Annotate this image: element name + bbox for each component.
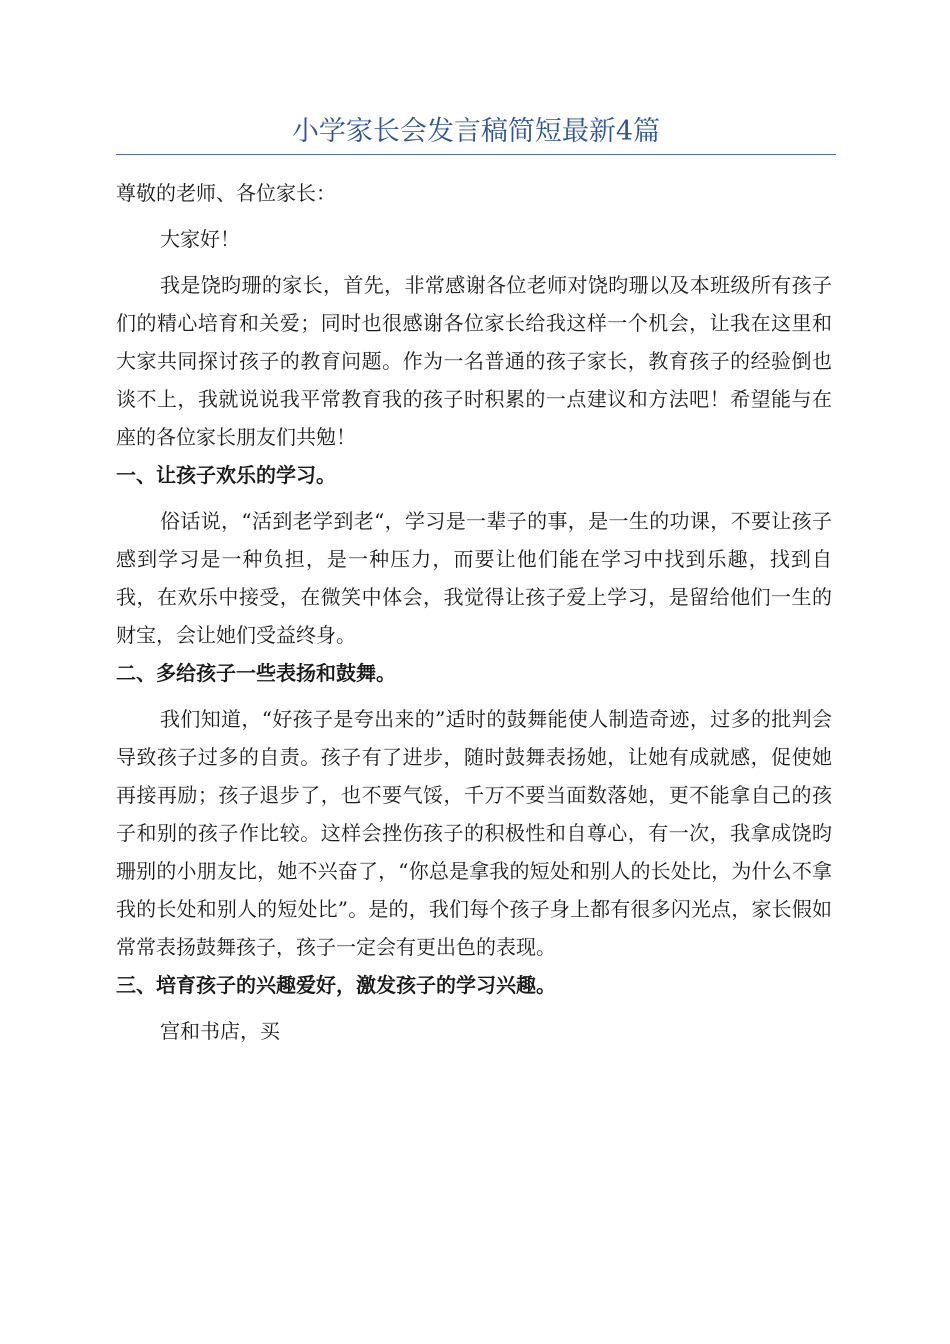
intro-paragraph: 我是饶昀珊的家长，首先，非常感谢各位老师对饶昀珊以及本班级所有孩子们的精心培育和关爱；同时也很感谢各位家长给我这样一个机会，让我在这里和大家共同探讨孩子的教育问题。作为一名普通的孩子家长，教育孩子的经验倒也谈不上，我就说说我平常教育我的孩子时积累的一点建议和方法吧！希望能与在座的各位家长朋友们共勉！: [116, 273, 832, 449]
section-heading-3: 三、培育孩子的兴趣爱好，激发孩子的学习兴趣。: [116, 973, 556, 997]
section-body-2: 我们知道，“好孩子是夸出来的”适时的鼓舞能使人制造奇迹，过多的批判会导致孩子过多的自责。孩子有了进步，随时鼓舞表扬她，让她有成就感，促使她再接再励；孩子退步了，也不要气馁，千万不要当面数落她，更不能拿自己的孩子和别的孩子作比较。这样会挫伤孩子的积极性和自尊心，有一次，我拿成饶昀珊别的小朋友比，她不兴奋了，“你总是拿我的短处和别人的长处比，为什么不拿我的长处和别人的短处比”。是的，我们每个孩子身上都有很多闪光点，家长假如常常表扬鼓舞孩子，孩子一定会有更出色的表现。: [116, 707, 832, 959]
document-body: [116, 174, 832, 1050]
salutation: 尊敬的老师、各位家长：: [116, 181, 336, 205]
section-body-1: 俗话说，“活到老学到老“，学习是一辈子的事，是一生的功课，不要让孩子感到学习是一种负担，是一种压力，而要让他们能在学习中找到乐趣，找到自我，在欢乐中接受，在微笑中体会，我觉得让孩子爱上学习，是留给他们一生的财宝，会让她们受益终身。: [116, 509, 832, 647]
document-title: 小学家长会发言稿简短最新4篇: [291, 116, 661, 147]
greeting: 大家好！: [160, 227, 240, 251]
section-heading-2: 二、多给孩子一些表扬和鼓舞。: [116, 661, 396, 685]
section-body-3: 宫和书店，买: [160, 1019, 280, 1043]
section-heading-1: 一、让孩子欢乐的学习。: [116, 463, 336, 487]
title-underline: [116, 154, 836, 155]
